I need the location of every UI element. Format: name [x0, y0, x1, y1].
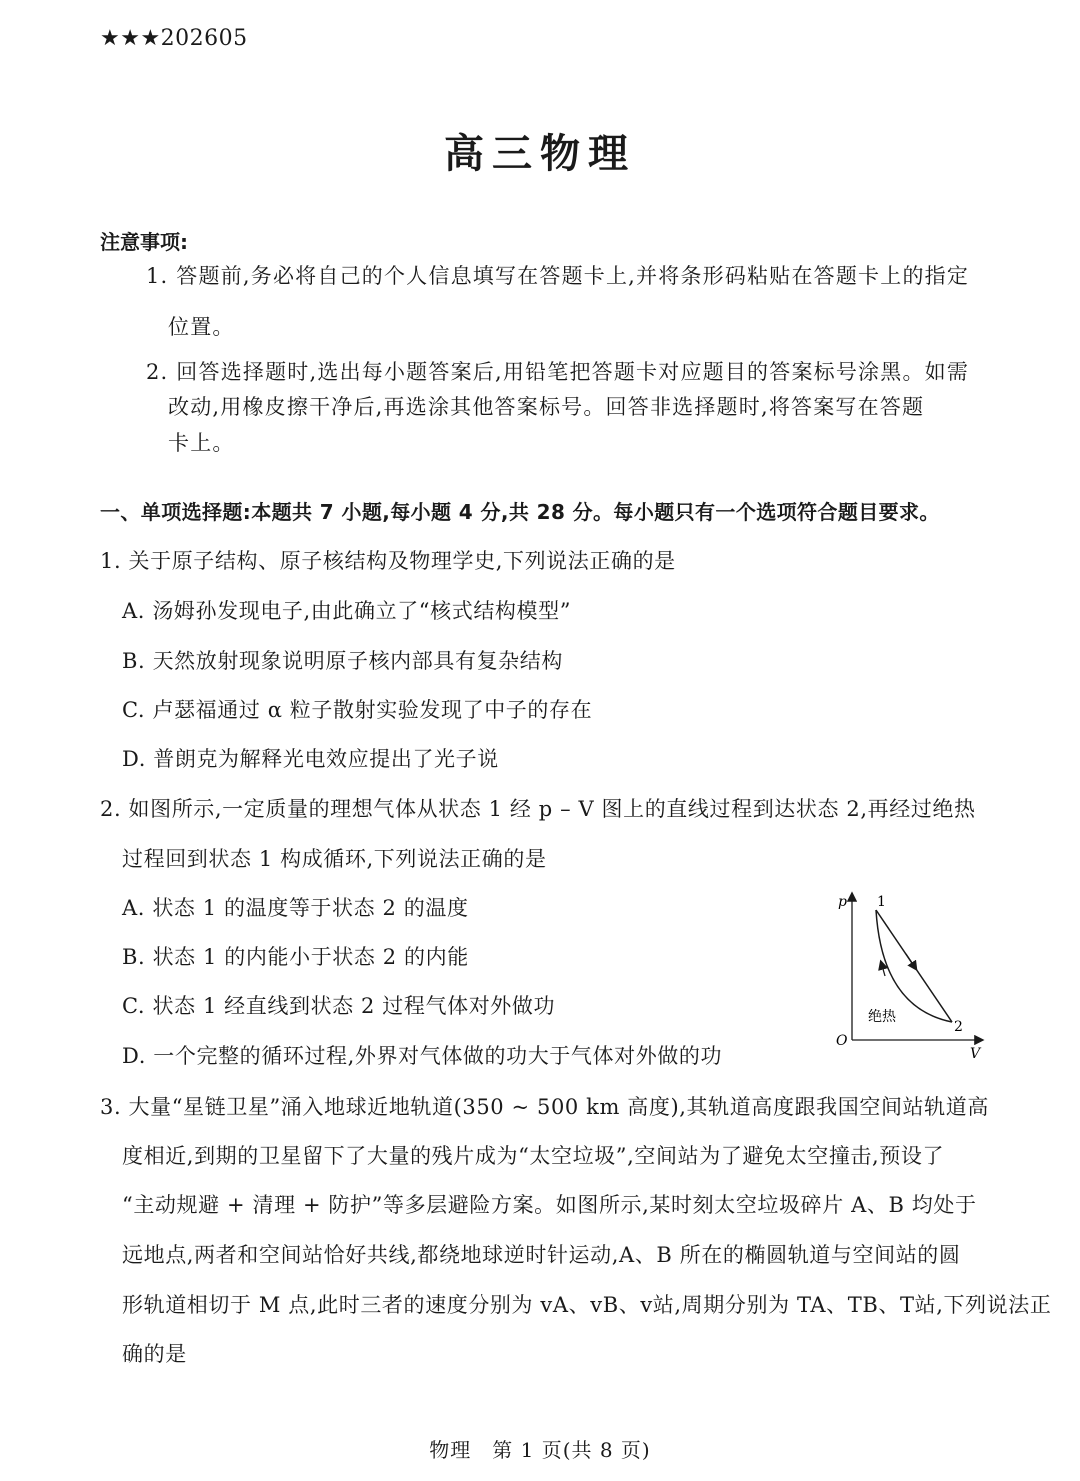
q3-line-6: 确的是	[122, 1342, 187, 1366]
q1-option-b: B. 天然放射现象说明原子核内部具有复杂结构	[122, 649, 563, 673]
y-axis-label: p	[838, 894, 847, 910]
q1-option-d: D. 普朗克为解释光电效应提出了光子说	[122, 747, 499, 771]
straight-process-arrow	[906, 954, 916, 969]
state-2-label: 2	[954, 1019, 963, 1035]
q1-option-c: C. 卢瑟福通过 α 粒子散射实验发现了中子的存在	[122, 698, 593, 722]
adiabatic-arrow	[881, 962, 885, 976]
q3-line-1: 3. 大量“星链卫星”涌入地球近地轨道(350 ~ 500 km 高度),其轨道高度跟我国空间站轨道高	[100, 1095, 989, 1119]
q3-line-3: “主动规避 + 清理 + 防护”等多层避险方案。如图所示,某时刻太空垃圾碎片 A、B 均处于	[122, 1193, 977, 1217]
q2-stem-line-2: 过程回到状态 1 构成循环,下列说法正确的是	[122, 847, 547, 871]
q2-option-b: B. 状态 1 的内能小于状态 2 的内能	[122, 945, 469, 969]
x-axis-label: V	[970, 1046, 981, 1062]
notice-item-2-line-2: 改动,用橡皮擦干净后,再选涂其他答案标号。回答非选择题时,将答案写在答题	[168, 395, 925, 419]
adiabatic-label: 绝热	[868, 1009, 896, 1025]
q3-line-4: 远地点,两者和空间站恰好共线,都绕地球逆时针运动,A、B 所在的椭圆轨道与空间站的圆	[122, 1243, 961, 1267]
origin-label: O	[836, 1033, 848, 1049]
section-heading: 一、单项选择题:本题共 7 小题,每小题 4 分,共 28 分。每小题只有一个选项符合题目要求。	[100, 500, 940, 524]
page-footer: 物理 第 1 页(共 8 页)	[429, 1438, 651, 1462]
notice-heading: 注意事项:	[100, 230, 188, 254]
q3-line-5: 形轨道相切于 M 点,此时三者的速度分别为 vA、vB、v站,周期分别为 TA、TB、T站,下列说法正	[122, 1293, 1052, 1317]
q2-option-a: A. 状态 1 的温度等于状态 2 的温度	[122, 896, 469, 920]
notice-item-1-line-2: 位置。	[168, 315, 235, 339]
q2-option-c: C. 状态 1 经直线到状态 2 过程气体对外做功	[122, 994, 556, 1018]
notice-item-2-line-3: 卡上。	[168, 431, 235, 455]
q1-option-a: A. 汤姆孙发现电子,由此确立了“核式结构模型”	[122, 599, 572, 623]
exam-code: ★★★202605	[100, 26, 248, 51]
page-title: 高三物理	[444, 131, 636, 177]
q2-option-d: D. 一个完整的循环过程,外界对气体做的功大于气体对外做的功	[122, 1044, 723, 1068]
pv-diagram	[830, 888, 990, 1063]
notice-item-2-line-1: 2. 回答选择题时,选出每小题答案后,用铅笔把答题卡对应题目的答案标号涂黑。如需	[146, 360, 970, 384]
notice-item-1-line-1: 1. 答题前,务必将自己的个人信息填写在答题卡上,并将条形码粘贴在答题卡上的指定	[146, 264, 970, 288]
state-1-label: 1	[877, 894, 886, 910]
q3-line-2: 度相近,到期的卫星留下了大量的残片成为“太空垃圾”,空间站为了避免太空撞击,预设了	[122, 1144, 945, 1168]
q2-stem-line-1: 2. 如图所示,一定质量的理想气体从状态 1 经 p – V 图上的直线过程到达状态 2,再经过绝热	[100, 797, 976, 821]
q1-stem: 1. 关于原子结构、原子核结构及物理学史,下列说法正确的是	[100, 549, 676, 573]
